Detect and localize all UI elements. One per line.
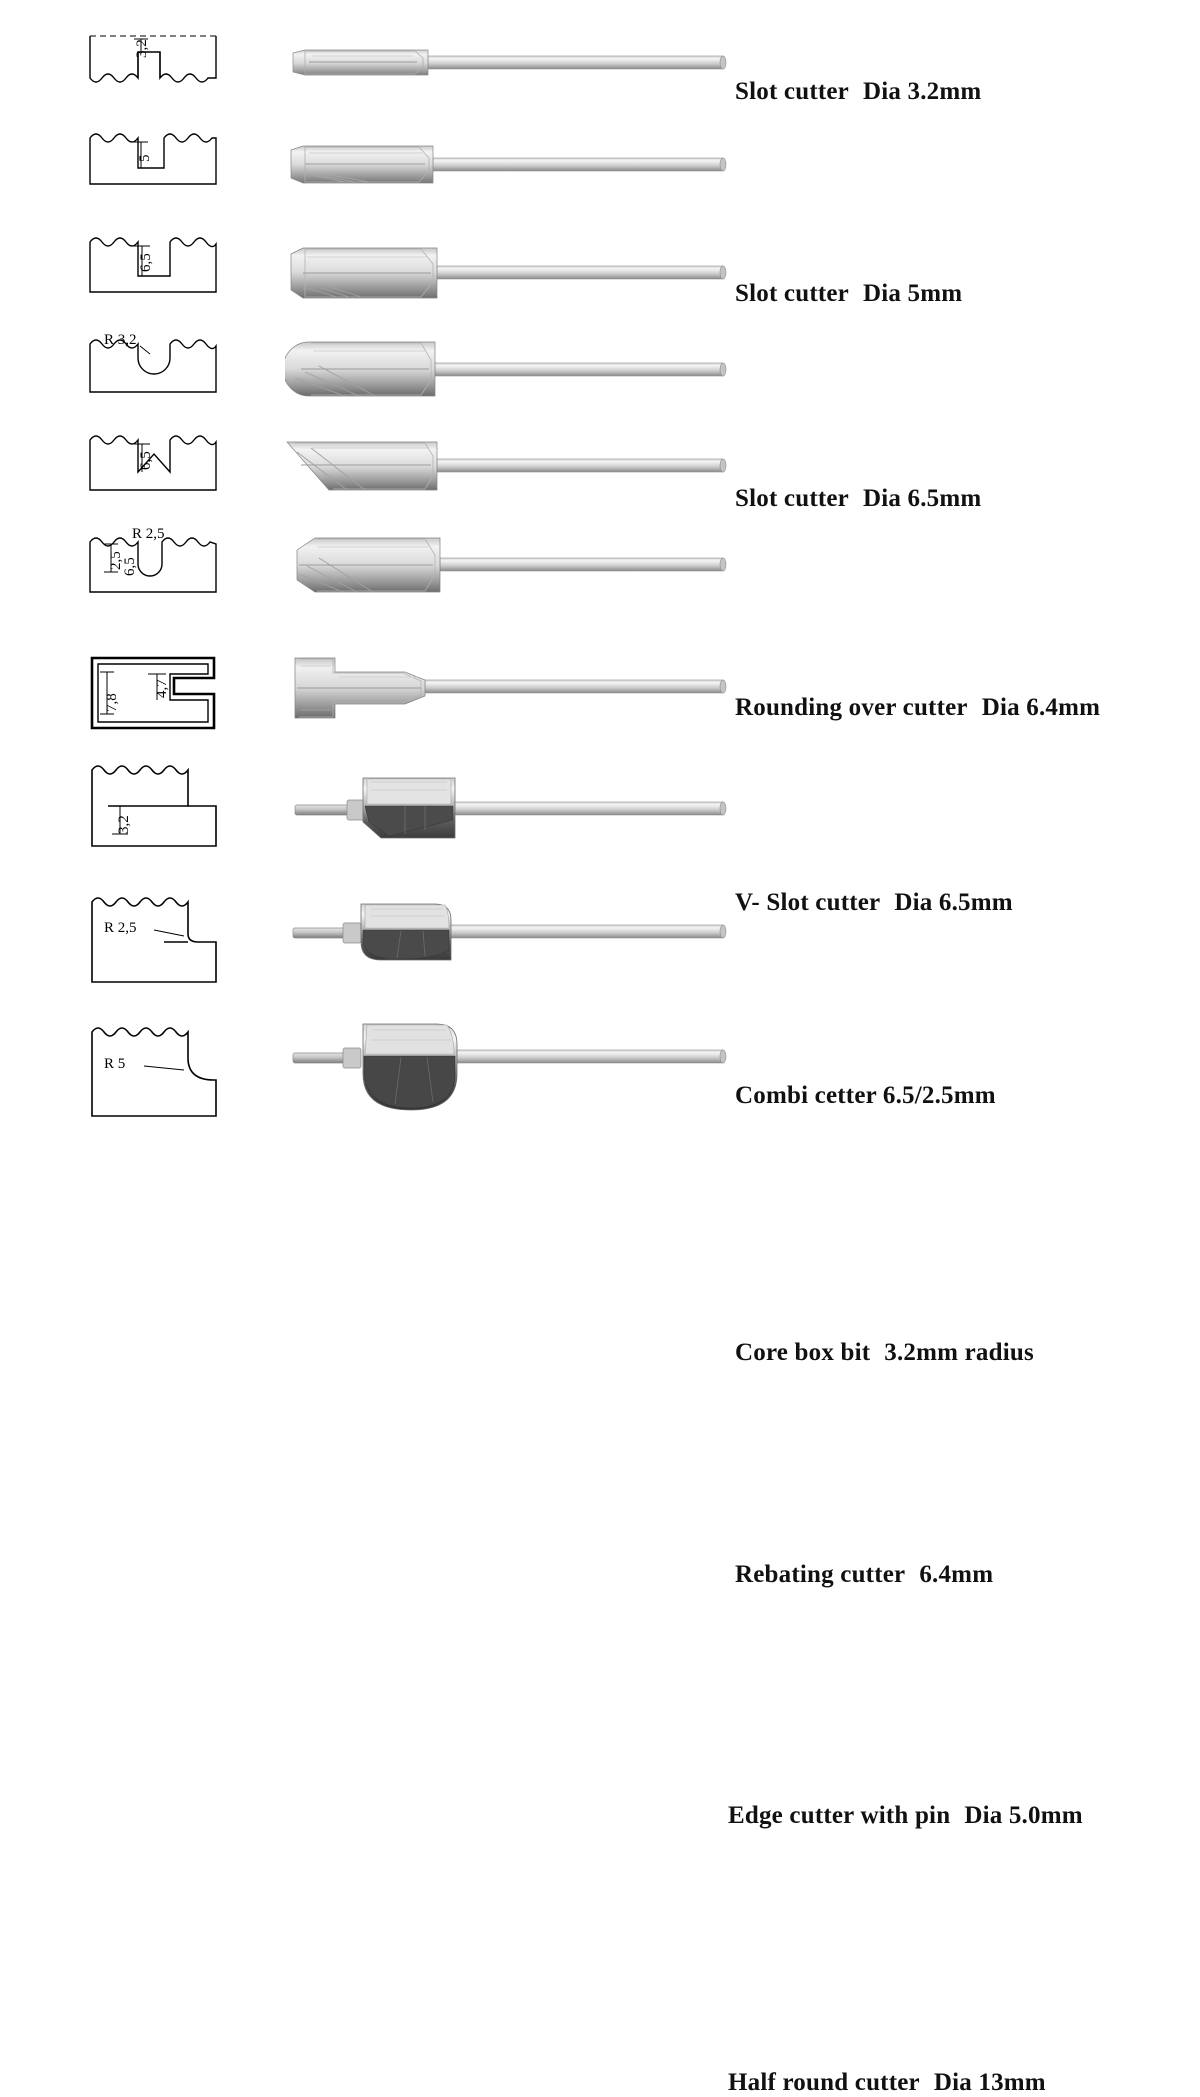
row-label-edge-pin xyxy=(728,1802,1083,1830)
profile-drawing-slot-5 xyxy=(88,128,218,228)
label-spec: Dia 13mm xyxy=(933,2069,1046,2096)
label-name: Rebating cutter xyxy=(735,1561,906,1588)
dim-label: 7,8 xyxy=(104,693,120,712)
label-name: Slot cutter xyxy=(735,78,849,105)
label-name: Slot cutter xyxy=(735,485,849,512)
profile-drawing-combi xyxy=(88,524,218,624)
profile-drawing-slot-6-5 xyxy=(88,232,218,332)
row-label-rebate xyxy=(735,1561,993,1589)
label-spec: Dia 6.5mm xyxy=(894,889,1013,916)
bit-drawing-combi xyxy=(285,524,735,624)
row-label-core-box xyxy=(735,1339,1034,1367)
label-spec: Dia 3.2mm xyxy=(862,78,982,105)
row-label-half-round xyxy=(728,2069,1046,2097)
dim-label: R 2,5 xyxy=(104,920,137,936)
label-name: Combi cetter 6.5/2.5mm xyxy=(735,1082,996,1109)
label-name: Edge cutter with pin xyxy=(728,1802,951,1829)
bit-drawing-half-round xyxy=(285,1018,735,1118)
label-spec: 3.2mm radius xyxy=(884,1339,1034,1366)
dim-label: 6,5 xyxy=(122,557,138,576)
label-spec: Dia 5.0mm xyxy=(964,1802,1083,1829)
dim-label: 6,5 xyxy=(138,451,154,470)
label-name: Half round cutter xyxy=(728,2069,920,2096)
profile-drawing-rounding-over xyxy=(88,330,218,430)
bit-drawing-slot-5 xyxy=(285,128,735,228)
profile-drawing-rebate xyxy=(88,760,218,860)
label-spec: Dia 6.4mm xyxy=(981,694,1101,721)
bit-drawing-slot-3-2 xyxy=(285,30,735,130)
chart-row xyxy=(0,232,1200,512)
label-spec: 6.4mm xyxy=(919,1561,994,1588)
label-name: Core box bit xyxy=(735,1339,871,1366)
label-name: Rounding over cutter xyxy=(735,694,968,721)
bit-drawing-v-slot xyxy=(285,428,735,528)
label-spec: Dia 6.5mm xyxy=(862,485,982,512)
profile-drawing-half-round xyxy=(88,1018,218,1118)
dim-label: R 3,2 xyxy=(104,332,137,348)
profile-drawing-core-box xyxy=(88,650,218,750)
dim-label: R 5 xyxy=(104,1056,126,1072)
dim-label: 3,2 xyxy=(134,39,150,58)
dim-label: 2,5 xyxy=(108,551,124,570)
label-spec: Dia 5mm xyxy=(862,280,963,307)
dim-label: 4,7 xyxy=(154,679,170,698)
dim-label: 3,2 xyxy=(116,815,132,834)
profile-drawing-edge-round xyxy=(88,890,218,990)
dim-label: 5 xyxy=(137,154,153,162)
profile-drawing-slot-3-2 xyxy=(88,30,218,130)
bit-drawing-rounding-over xyxy=(285,330,735,430)
bit-drawing-rebate xyxy=(285,760,735,860)
label-name: V- Slot cutter xyxy=(735,889,881,916)
dim-label: 6,5 xyxy=(138,253,154,272)
bit-drawing-edge-round xyxy=(285,890,735,990)
row-label-slot-3-2 xyxy=(735,78,981,106)
dim-label: R 2,5 xyxy=(132,526,165,542)
bit-drawing-slot-6-5 xyxy=(285,232,735,332)
chart-row xyxy=(0,30,1200,142)
label-name: Slot cutter xyxy=(735,280,849,307)
profile-drawing-v-slot xyxy=(88,428,218,528)
bit-drawing-core-box xyxy=(285,650,735,750)
